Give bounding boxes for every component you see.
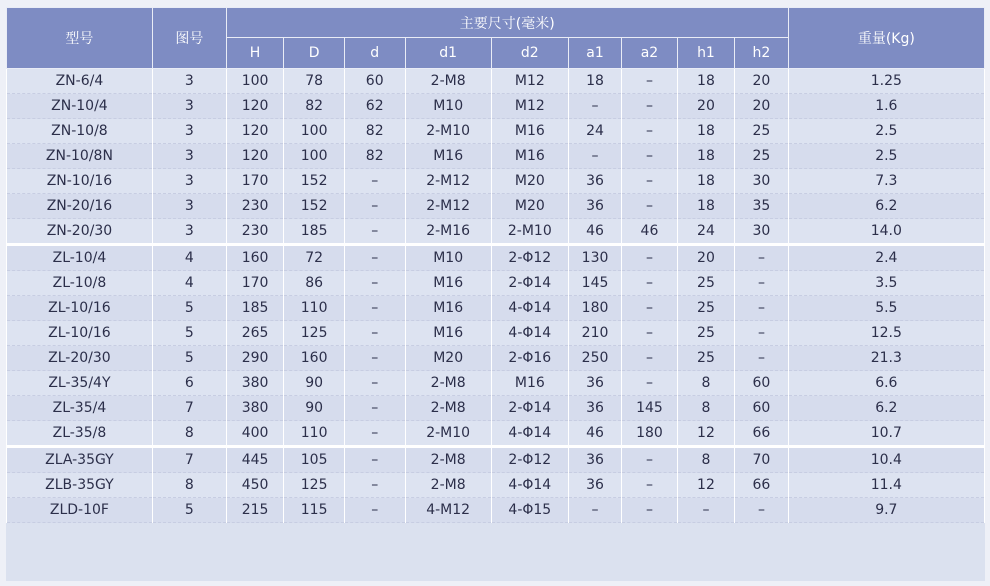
cell-figure: 3	[152, 94, 226, 119]
cell-H: 120	[226, 94, 284, 119]
cell-weight: 9.7	[788, 498, 984, 523]
cell-a2: –	[622, 194, 677, 219]
cell-a1: 250	[568, 346, 621, 371]
table-row	[7, 94, 985, 119]
cell-weight: 3.5	[788, 271, 984, 296]
cell-a2: –	[622, 69, 677, 94]
cell-model: ZN-20/30	[7, 219, 153, 245]
cell-D: 125	[284, 473, 345, 498]
cell-h2: 66	[735, 421, 788, 447]
cell-H: 265	[226, 321, 284, 346]
cell-figure: 5	[152, 498, 226, 523]
cell-D: 185	[284, 219, 345, 245]
cell-d2: M20	[491, 169, 568, 194]
cell-a1: 36	[568, 473, 621, 498]
table-row	[7, 296, 985, 321]
cell-weight: 12.5	[788, 321, 984, 346]
table-row	[7, 69, 985, 94]
cell-a2: –	[622, 119, 677, 144]
cell-h2: 30	[735, 169, 788, 194]
cell-d: –	[344, 271, 405, 296]
table-row	[7, 169, 985, 194]
table-row	[7, 194, 985, 219]
cell-figure: 4	[152, 245, 226, 271]
cell-d2: M16	[491, 371, 568, 396]
cell-weight: 7.3	[788, 169, 984, 194]
cell-D: 110	[284, 421, 345, 447]
cell-D: 90	[284, 396, 345, 421]
cell-h1: 25	[677, 296, 735, 321]
cell-a2: –	[622, 321, 677, 346]
header-dim-D: D	[284, 38, 345, 69]
cell-a1: 24	[568, 119, 621, 144]
cell-model: ZL-35/4	[7, 396, 153, 421]
cell-model: ZLD-10F	[7, 498, 153, 523]
cell-a2: –	[622, 169, 677, 194]
cell-D: 82	[284, 94, 345, 119]
cell-weight: 6.2	[788, 194, 984, 219]
cell-d2: 4-Φ14	[491, 473, 568, 498]
cell-model: ZN-10/8	[7, 119, 153, 144]
cell-figure: 5	[152, 346, 226, 371]
cell-h2: 66	[735, 473, 788, 498]
cell-a1: 145	[568, 271, 621, 296]
header-weight: 重量(Kg)	[788, 8, 984, 69]
header-dim-d: d	[344, 38, 405, 69]
cell-d1: 2-M8	[405, 69, 491, 94]
cell-a1: 130	[568, 245, 621, 271]
cell-h2: –	[735, 296, 788, 321]
header-dim-a2: a2	[622, 38, 677, 69]
cell-d1: M20	[405, 346, 491, 371]
cell-model: ZL-35/8	[7, 421, 153, 447]
cell-a1: 18	[568, 69, 621, 94]
cell-d2: 2-M10	[491, 219, 568, 245]
cell-d1: M16	[405, 144, 491, 169]
cell-a2: –	[622, 346, 677, 371]
cell-H: 170	[226, 271, 284, 296]
cell-d1: M16	[405, 296, 491, 321]
cell-a1: 36	[568, 447, 621, 473]
cell-weight: 2.5	[788, 119, 984, 144]
cell-a2: –	[622, 371, 677, 396]
cell-h2: –	[735, 346, 788, 371]
cell-H: 230	[226, 219, 284, 245]
cell-weight: 5.5	[788, 296, 984, 321]
cell-H: 445	[226, 447, 284, 473]
cell-h2: 60	[735, 371, 788, 396]
cell-weight: 11.4	[788, 473, 984, 498]
cell-h1: 8	[677, 371, 735, 396]
cell-d2: M12	[491, 69, 568, 94]
cell-a2: –	[622, 144, 677, 169]
cell-h1: 18	[677, 144, 735, 169]
cell-h1: 12	[677, 421, 735, 447]
cell-H: 185	[226, 296, 284, 321]
header-dim-H: H	[226, 38, 284, 69]
cell-H: 100	[226, 69, 284, 94]
cell-d: 62	[344, 94, 405, 119]
cell-d: –	[344, 194, 405, 219]
cell-a2: –	[622, 447, 677, 473]
cell-h1: 20	[677, 245, 735, 271]
cell-model: ZL-10/16	[7, 296, 153, 321]
cell-weight: 21.3	[788, 346, 984, 371]
cell-d1: 4-M12	[405, 498, 491, 523]
cell-D: 86	[284, 271, 345, 296]
cell-d1: M16	[405, 271, 491, 296]
cell-d: –	[344, 396, 405, 421]
cell-d: –	[344, 296, 405, 321]
cell-d2: 4-Φ15	[491, 498, 568, 523]
cell-a2: –	[622, 271, 677, 296]
cell-model: ZLA-35GY	[7, 447, 153, 473]
cell-h2: –	[735, 271, 788, 296]
cell-d2: 2-Φ14	[491, 396, 568, 421]
cell-figure: 8	[152, 421, 226, 447]
cell-D: 105	[284, 447, 345, 473]
table-row	[7, 119, 985, 144]
cell-D: 110	[284, 296, 345, 321]
cell-d2: M16	[491, 119, 568, 144]
cell-figure: 3	[152, 169, 226, 194]
cell-d1: 2-M12	[405, 169, 491, 194]
cell-d1: 2-M8	[405, 473, 491, 498]
cell-figure: 8	[152, 473, 226, 498]
cell-H: 400	[226, 421, 284, 447]
cell-d: –	[344, 346, 405, 371]
cell-D: 160	[284, 346, 345, 371]
cell-d1: 2-M10	[405, 421, 491, 447]
cell-a2: 180	[622, 421, 677, 447]
cell-h2: 20	[735, 94, 788, 119]
cell-D: 100	[284, 119, 345, 144]
table-row	[7, 447, 985, 473]
cell-h1: 8	[677, 396, 735, 421]
cell-d2: 4-Φ14	[491, 321, 568, 346]
cell-d: –	[344, 473, 405, 498]
header-figure: 图号	[152, 8, 226, 69]
cell-h2: 20	[735, 69, 788, 94]
cell-h1: 18	[677, 169, 735, 194]
cell-a1: 36	[568, 194, 621, 219]
cell-d2: 2-Φ14	[491, 271, 568, 296]
cell-a2: –	[622, 245, 677, 271]
cell-a1: 36	[568, 371, 621, 396]
cell-model: ZL-10/4	[7, 245, 153, 271]
cell-a2: –	[622, 498, 677, 523]
cell-h2: 70	[735, 447, 788, 473]
cell-a1: 180	[568, 296, 621, 321]
cell-a1: –	[568, 144, 621, 169]
cell-figure: 3	[152, 194, 226, 219]
header-dim-h1: h1	[677, 38, 735, 69]
cell-model: ZL-35/4Y	[7, 371, 153, 396]
cell-d2: 4-Φ14	[491, 421, 568, 447]
table-row	[7, 144, 985, 169]
cell-figure: 3	[152, 119, 226, 144]
cell-d2: M12	[491, 94, 568, 119]
cell-weight: 2.5	[788, 144, 984, 169]
cell-d: –	[344, 169, 405, 194]
cell-a2: –	[622, 94, 677, 119]
cell-figure: 3	[152, 69, 226, 94]
cell-a1: 210	[568, 321, 621, 346]
cell-d: 60	[344, 69, 405, 94]
cell-D: 90	[284, 371, 345, 396]
cell-figure: 7	[152, 447, 226, 473]
cell-model: ZL-10/16	[7, 321, 153, 346]
cell-d2: 4-Φ14	[491, 296, 568, 321]
cell-d: 82	[344, 144, 405, 169]
cell-a1: 46	[568, 421, 621, 447]
cell-H: 290	[226, 346, 284, 371]
header-dimensions-group: 主要尺寸(毫米)	[226, 8, 788, 38]
cell-model: ZN-20/16	[7, 194, 153, 219]
table-body	[7, 69, 985, 523]
table-row	[7, 396, 985, 421]
cell-h1: –	[677, 498, 735, 523]
cell-D: 152	[284, 194, 345, 219]
cell-a1: 46	[568, 219, 621, 245]
table-row	[7, 473, 985, 498]
cell-model: ZLB-35GY	[7, 473, 153, 498]
cell-weight: 10.4	[788, 447, 984, 473]
cell-D: 78	[284, 69, 345, 94]
cell-a2: –	[622, 296, 677, 321]
cell-weight: 6.2	[788, 396, 984, 421]
cell-h1: 20	[677, 94, 735, 119]
cell-weight: 14.0	[788, 219, 984, 245]
cell-h1: 25	[677, 271, 735, 296]
cell-D: 100	[284, 144, 345, 169]
cell-d: 82	[344, 119, 405, 144]
cell-d: –	[344, 498, 405, 523]
cell-d1: 2-M12	[405, 194, 491, 219]
table-row	[7, 498, 985, 523]
cell-d2: 2-Φ12	[491, 245, 568, 271]
cell-figure: 5	[152, 296, 226, 321]
cell-h2: –	[735, 321, 788, 346]
cell-weight: 1.6	[788, 94, 984, 119]
cell-D: 152	[284, 169, 345, 194]
cell-h1: 25	[677, 346, 735, 371]
cell-d1: M10	[405, 245, 491, 271]
cell-d1: 2-M8	[405, 396, 491, 421]
cell-d: –	[344, 447, 405, 473]
table-row	[7, 421, 985, 447]
table-row	[7, 245, 985, 271]
header-dim-h2: h2	[735, 38, 788, 69]
cell-d2: 2-Φ12	[491, 447, 568, 473]
cell-D: 125	[284, 321, 345, 346]
cell-model: ZN-6/4	[7, 69, 153, 94]
table-row	[7, 346, 985, 371]
cell-d: –	[344, 219, 405, 245]
cell-d2: 2-Φ16	[491, 346, 568, 371]
cell-h2: 25	[735, 119, 788, 144]
cell-H: 380	[226, 371, 284, 396]
cell-h1: 24	[677, 219, 735, 245]
table-row	[7, 321, 985, 346]
cell-d1: M10	[405, 94, 491, 119]
cell-d1: 2-M8	[405, 447, 491, 473]
cell-H: 170	[226, 169, 284, 194]
cell-a2: 46	[622, 219, 677, 245]
cell-model: ZL-20/30	[7, 346, 153, 371]
cell-H: 450	[226, 473, 284, 498]
cell-h1: 18	[677, 69, 735, 94]
cell-figure: 7	[152, 396, 226, 421]
cell-H: 380	[226, 396, 284, 421]
cell-a1: –	[568, 94, 621, 119]
cell-a2: 145	[622, 396, 677, 421]
cell-a1: 36	[568, 396, 621, 421]
cell-h2: 60	[735, 396, 788, 421]
header-dim-d2: d2	[491, 38, 568, 69]
cell-h2: 25	[735, 144, 788, 169]
cell-figure: 4	[152, 271, 226, 296]
cell-H: 120	[226, 144, 284, 169]
cell-d: –	[344, 245, 405, 271]
cell-h1: 18	[677, 119, 735, 144]
header-row-top	[7, 8, 985, 38]
cell-H: 215	[226, 498, 284, 523]
cell-weight: 6.6	[788, 371, 984, 396]
table-row	[7, 271, 985, 296]
cell-h1: 18	[677, 194, 735, 219]
header-dim-d1: d1	[405, 38, 491, 69]
cell-d1: 2-M8	[405, 371, 491, 396]
cell-figure: 3	[152, 219, 226, 245]
cell-d: –	[344, 371, 405, 396]
table-row	[7, 219, 985, 245]
cell-weight: 2.4	[788, 245, 984, 271]
cell-D: 72	[284, 245, 345, 271]
cell-d2: M20	[491, 194, 568, 219]
cell-h1: 8	[677, 447, 735, 473]
cell-a1: –	[568, 498, 621, 523]
cell-H: 160	[226, 245, 284, 271]
header-dim-a1: a1	[568, 38, 621, 69]
cell-h2: –	[735, 245, 788, 271]
cell-model: ZN-10/4	[7, 94, 153, 119]
cell-figure: 6	[152, 371, 226, 396]
spec-table-panel	[6, 7, 985, 581]
cell-model: ZN-10/16	[7, 169, 153, 194]
cell-h2: 35	[735, 194, 788, 219]
cell-a2: –	[622, 473, 677, 498]
cell-d1: 2-M10	[405, 119, 491, 144]
cell-a1: 36	[568, 169, 621, 194]
cell-D: 115	[284, 498, 345, 523]
cell-d1: 2-M16	[405, 219, 491, 245]
cell-h2: 30	[735, 219, 788, 245]
cell-model: ZL-10/8	[7, 271, 153, 296]
cell-h1: 12	[677, 473, 735, 498]
spec-table	[6, 7, 985, 523]
cell-figure: 5	[152, 321, 226, 346]
cell-h1: 25	[677, 321, 735, 346]
table-row	[7, 371, 985, 396]
cell-d: –	[344, 321, 405, 346]
cell-model: ZN-10/8N	[7, 144, 153, 169]
cell-H: 120	[226, 119, 284, 144]
cell-h2: –	[735, 498, 788, 523]
cell-d2: M16	[491, 144, 568, 169]
header-model: 型号	[7, 8, 153, 69]
cell-d: –	[344, 421, 405, 447]
cell-weight: 10.7	[788, 421, 984, 447]
cell-weight: 1.25	[788, 69, 984, 94]
cell-H: 230	[226, 194, 284, 219]
cell-figure: 3	[152, 144, 226, 169]
cell-d1: M16	[405, 321, 491, 346]
